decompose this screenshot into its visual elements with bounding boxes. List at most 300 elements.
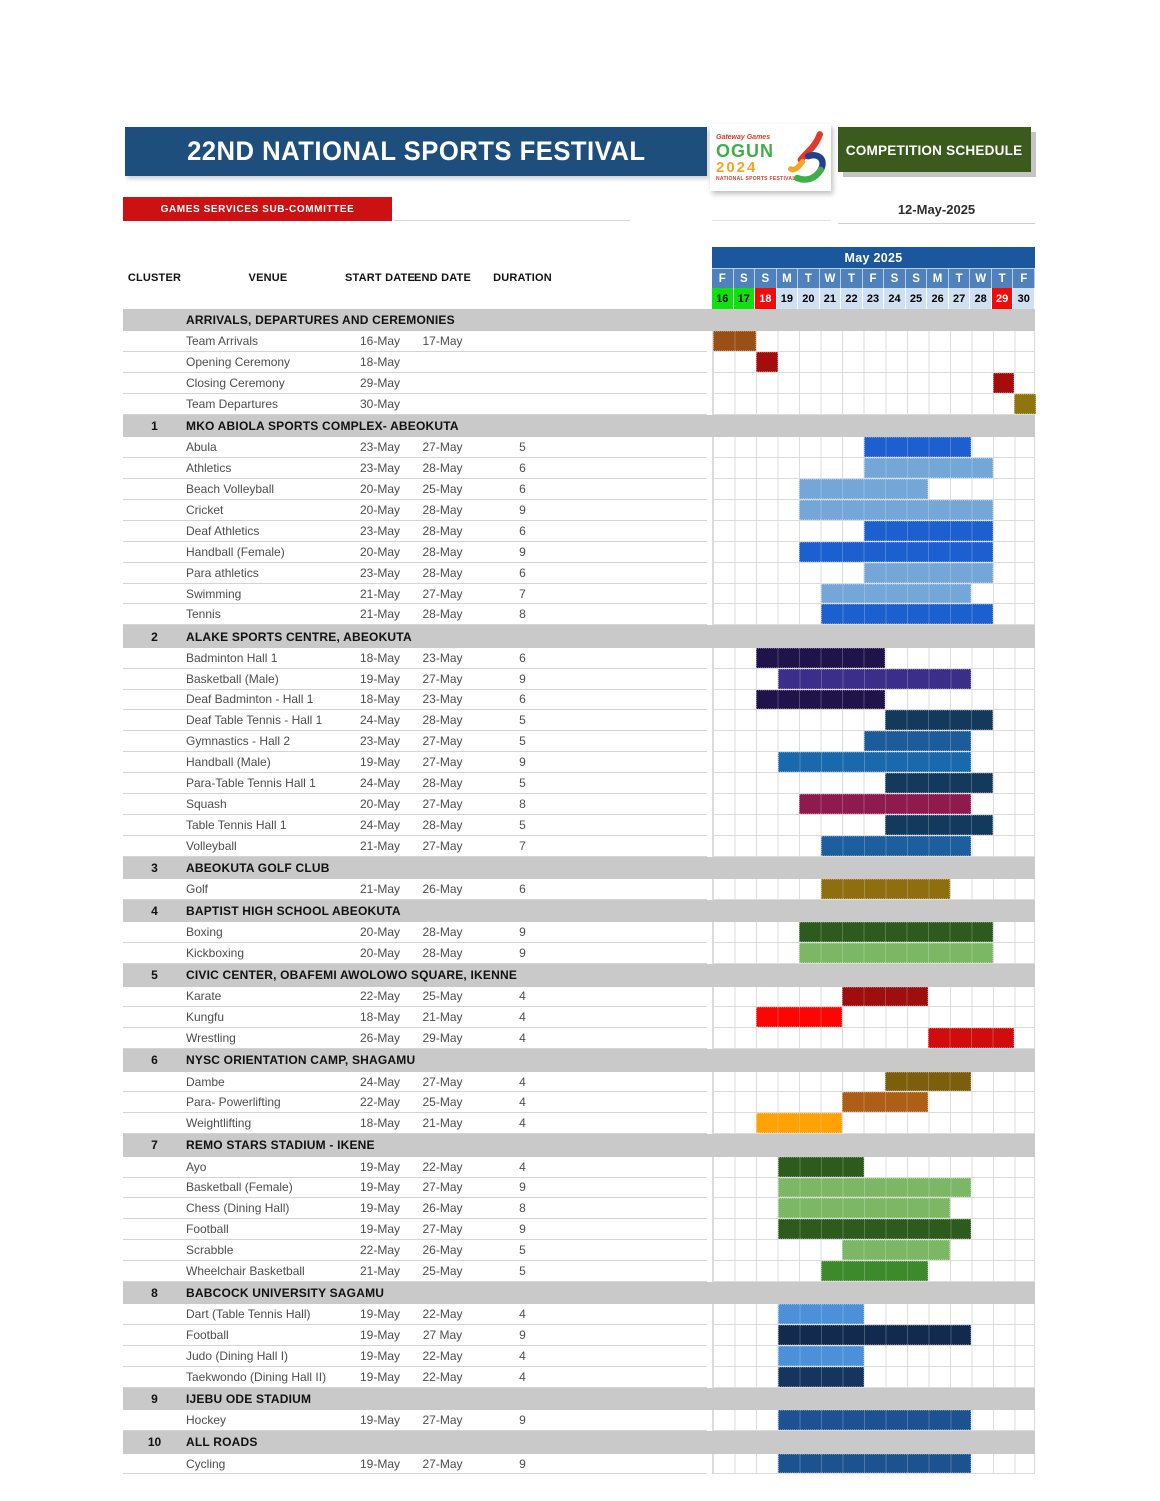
gantt-row xyxy=(712,437,1035,458)
gantt-row xyxy=(712,604,1035,625)
end-date-cell: 28-May xyxy=(422,925,463,940)
date-cell: 26 xyxy=(927,288,949,309)
end-date-cell: 23-May xyxy=(422,692,463,707)
section-title: ABEOKUTA GOLF CLUB xyxy=(186,860,330,875)
day-letter-cell: W xyxy=(820,268,842,288)
gantt-bar xyxy=(1014,394,1036,414)
table-row xyxy=(123,1367,1035,1388)
table-row xyxy=(123,1178,1035,1199)
cluster-number: 5 xyxy=(151,968,158,983)
end-date-cell: 25-May xyxy=(422,989,463,1004)
gantt-bar xyxy=(778,1198,950,1218)
row-left-part xyxy=(123,922,707,943)
table-row xyxy=(123,710,1035,731)
row-left-part xyxy=(123,1007,707,1028)
gantt-bar xyxy=(885,815,993,835)
table-row xyxy=(123,752,1035,773)
duration-cell: 5 xyxy=(519,776,526,791)
start-date-cell: 24-May xyxy=(359,713,400,728)
end-date-cell: 26-May xyxy=(422,1243,463,1258)
duration-cell: 5 xyxy=(519,1243,526,1258)
duration-cell: 4 xyxy=(519,989,526,1004)
gantt-bar xyxy=(799,479,928,499)
row-left-part xyxy=(123,1325,707,1346)
start-date-cell: 19-May xyxy=(359,1307,400,1322)
gantt-bar xyxy=(778,1157,864,1177)
calendar-header xyxy=(712,247,1035,309)
gantt-row xyxy=(712,752,1035,773)
end-date-cell: 28-May xyxy=(422,523,463,538)
duration-cell: 5 xyxy=(519,734,526,749)
gantt-row xyxy=(712,521,1035,542)
venue-cell: Closing Ceremony xyxy=(186,376,285,391)
date-cell: 27 xyxy=(949,288,971,309)
duration-cell: 5 xyxy=(519,713,526,728)
section-header xyxy=(123,1388,1035,1410)
venue-cell: Cycling xyxy=(186,1456,226,1471)
end-date-cell: 27-May xyxy=(422,1456,463,1471)
column-header-start-date: START DATE xyxy=(344,272,416,284)
date-cell: 21 xyxy=(820,288,842,309)
gantt-row xyxy=(712,879,1035,900)
gantt-bar xyxy=(778,1410,972,1430)
table-row xyxy=(123,943,1035,964)
report-date-label: 12-May-2025 xyxy=(897,202,976,217)
duration-cell: 4 xyxy=(519,1116,526,1131)
gantt-row xyxy=(712,500,1035,521)
venue-cell: Golf xyxy=(186,881,209,896)
duration-cell: 9 xyxy=(519,1413,526,1428)
table-row xyxy=(123,394,1035,415)
gantt-row xyxy=(712,1157,1035,1178)
venue-cell: Para- Powerlifting xyxy=(186,1095,281,1110)
duration-cell: 5 xyxy=(519,440,526,455)
column-header-end-date: END DATE xyxy=(413,272,471,284)
end-date-cell: 27-May xyxy=(422,586,463,601)
start-date-cell: 20-May xyxy=(359,925,400,940)
venue-cell: Dart (Table Tennis Hall) xyxy=(186,1307,311,1322)
gantt-row xyxy=(712,943,1035,964)
cluster-number: 3 xyxy=(151,860,158,875)
row-left-part xyxy=(123,1219,707,1240)
duration-cell: 4 xyxy=(519,1307,526,1322)
start-date-cell: 20-May xyxy=(359,544,400,559)
start-date-cell: 26-May xyxy=(359,1031,400,1046)
column-header-venue: VENUE xyxy=(248,272,288,284)
gantt-bar xyxy=(842,1240,950,1260)
section-header xyxy=(123,1049,1035,1071)
table-row xyxy=(123,1219,1035,1240)
gantt-row xyxy=(712,1346,1035,1367)
table-row xyxy=(123,987,1035,1008)
venue-cell: Football xyxy=(186,1222,229,1237)
end-date-cell: 28-May xyxy=(422,565,463,580)
duration-cell: 9 xyxy=(519,1180,526,1195)
logo-mark-icon xyxy=(788,128,828,188)
duration-cell xyxy=(475,352,570,372)
start-date-cell: 22-May xyxy=(359,989,400,1004)
gantt-row xyxy=(712,1410,1035,1431)
venue-cell: Kungfu xyxy=(186,1010,225,1025)
end-date-cell: 28-May xyxy=(422,461,463,476)
page-title: 22ND NATIONAL SPORTS FESTIVAL xyxy=(186,136,646,166)
start-date-cell: 19-May xyxy=(359,1159,400,1174)
duration-cell: 9 xyxy=(519,946,526,961)
end-date-cell: 27-May xyxy=(422,734,463,749)
duration-cell: 4 xyxy=(519,1095,526,1110)
section-title: NYSC ORIENTATION CAMP, SHAGAMU xyxy=(186,1053,416,1068)
date-cell: 19 xyxy=(777,288,799,309)
table-row xyxy=(123,690,1035,711)
gantt-row xyxy=(712,458,1035,479)
duration-cell: 8 xyxy=(519,1201,526,1216)
venue-cell: Handball (Male) xyxy=(186,755,271,770)
row-left-part xyxy=(123,563,707,584)
gantt-bar xyxy=(756,1007,842,1027)
gantt-bar xyxy=(864,731,972,751)
row-left-part xyxy=(123,1198,707,1219)
day-letter-cell: F xyxy=(1013,268,1035,288)
table-row xyxy=(123,1113,1035,1134)
end-date-cell: 25-May xyxy=(422,482,463,497)
end-date-cell: 25-May xyxy=(422,1264,463,1279)
table-row xyxy=(123,794,1035,815)
row-left-part xyxy=(123,521,707,542)
section-title: IJEBU ODE STADIUM xyxy=(186,1392,312,1407)
end-date-cell: 22-May xyxy=(422,1307,463,1322)
gantt-bar xyxy=(885,710,993,730)
end-date-cell: 26-May xyxy=(422,881,463,896)
cluster-number: 10 xyxy=(147,1435,162,1450)
venue-cell: Judo (Dining Hall I) xyxy=(186,1349,289,1364)
gantt-row xyxy=(712,352,1035,373)
gantt-bar xyxy=(778,752,972,772)
divider-line xyxy=(712,220,831,221)
gantt-row xyxy=(712,794,1035,815)
table-row xyxy=(123,773,1035,794)
gantt-bar xyxy=(864,458,993,478)
table-row xyxy=(123,563,1035,584)
duration-cell: 9 xyxy=(519,1456,526,1471)
table-row xyxy=(123,542,1035,563)
start-date-cell: 23-May xyxy=(359,440,400,455)
start-date-cell: 23-May xyxy=(359,523,400,538)
venue-cell: Cricket xyxy=(186,502,224,517)
start-date-cell: 20-May xyxy=(359,796,400,811)
venue-cell: Volleyball xyxy=(186,838,237,853)
section-title: MKO ABIOLA SPORTS COMPLEX- ABEOKUTA xyxy=(186,419,459,434)
duration-cell: 9 xyxy=(519,925,526,940)
logo-ogun-label: OGUN xyxy=(716,140,774,161)
duration-cell: 5 xyxy=(519,817,526,832)
gantt-bar xyxy=(799,542,993,562)
start-date-cell: 19-May xyxy=(359,1180,400,1195)
start-date-cell: 18-May xyxy=(359,355,400,370)
start-date-cell: 16-May xyxy=(359,334,400,349)
row-left-part xyxy=(123,458,707,479)
gantt-row xyxy=(712,1240,1035,1261)
start-date-cell: 19-May xyxy=(359,1413,400,1428)
row-left-part xyxy=(123,752,707,773)
start-date-cell: 20-May xyxy=(359,946,400,961)
section-header xyxy=(123,964,1035,986)
end-date-cell: 28-May xyxy=(422,713,463,728)
duration-cell: 8 xyxy=(519,607,526,622)
gantt-bar xyxy=(778,1178,972,1198)
row-left-part xyxy=(123,879,707,900)
venue-cell: Athletics xyxy=(186,461,232,476)
venue-cell: Chess (Dining Hall) xyxy=(186,1201,290,1216)
gantt-row xyxy=(712,1072,1035,1093)
committee-banner-label: GAMES SERVICES SUB-COMMITTEE xyxy=(160,203,355,215)
row-left-part xyxy=(123,331,707,352)
gantt-row xyxy=(712,731,1035,752)
gantt-row xyxy=(712,710,1035,731)
report-date xyxy=(838,196,1035,224)
venue-cell: Dambe xyxy=(186,1074,225,1089)
table-row xyxy=(123,458,1035,479)
gantt-row xyxy=(712,815,1035,836)
start-date-cell: 24-May xyxy=(359,817,400,832)
gantt-bar xyxy=(864,437,972,457)
duration-cell: 9 xyxy=(519,1328,526,1343)
venue-cell: Wheelchair Basketball xyxy=(186,1264,305,1279)
logo-year-label: 2024 xyxy=(716,158,758,176)
date-cell: 30 xyxy=(1013,288,1035,309)
gantt-bar xyxy=(778,1219,972,1239)
cluster-number: 4 xyxy=(151,904,158,919)
section-header xyxy=(123,415,1035,437)
venue-cell: Gymnastics - Hall 2 xyxy=(186,734,291,749)
gantt-bar xyxy=(713,331,756,351)
row-left-part xyxy=(123,394,707,415)
cluster-number: 7 xyxy=(151,1138,158,1153)
cluster-number: 1 xyxy=(151,419,158,434)
gantt-bar xyxy=(756,1113,842,1133)
table-row xyxy=(123,584,1035,605)
day-letter-cell: T xyxy=(992,268,1014,288)
start-date-cell: 21-May xyxy=(359,607,400,622)
start-date-cell: 21-May xyxy=(359,1264,400,1279)
month-label: May 2025 xyxy=(712,247,1035,268)
gantt-row xyxy=(712,669,1035,690)
duration-cell: 6 xyxy=(519,692,526,707)
date-cell: 23 xyxy=(863,288,885,309)
gantt-row xyxy=(712,836,1035,857)
start-date-cell: 18-May xyxy=(359,692,400,707)
end-date-cell: 28-May xyxy=(422,544,463,559)
row-left-part xyxy=(123,604,707,625)
duration-cell: 9 xyxy=(519,671,526,686)
table-row xyxy=(123,879,1035,900)
gantt-bar xyxy=(864,563,993,583)
cluster-number: 2 xyxy=(151,629,158,644)
gantt-row xyxy=(712,1219,1035,1240)
venue-cell: Table Tennis Hall 1 xyxy=(186,817,287,832)
duration-cell: 4 xyxy=(519,1074,526,1089)
gantt-row xyxy=(712,1304,1035,1325)
start-date-cell: 21-May xyxy=(359,586,400,601)
table-row xyxy=(123,815,1035,836)
duration-cell: 6 xyxy=(519,461,526,476)
table-row xyxy=(123,1157,1035,1178)
gantt-row xyxy=(712,690,1035,711)
festival-logo xyxy=(710,124,831,191)
duration-cell: 9 xyxy=(519,544,526,559)
end-date-cell: 27-May xyxy=(422,1222,463,1237)
duration-cell: 9 xyxy=(519,502,526,517)
venue-cell: Karate xyxy=(186,989,222,1004)
row-left-part xyxy=(123,836,707,857)
row-left-part xyxy=(123,437,707,458)
section-header xyxy=(123,857,1035,879)
gantt-bar xyxy=(778,669,972,689)
duration-cell: 6 xyxy=(519,650,526,665)
end-date-cell: 28-May xyxy=(422,817,463,832)
gantt-bar xyxy=(821,604,993,624)
table-row xyxy=(123,1454,1035,1475)
section-title: BABCOCK UNIVERSITY SAGAMU xyxy=(186,1286,385,1301)
venue-cell: Team Arrivals xyxy=(186,334,259,349)
venue-cell: Football xyxy=(186,1328,229,1343)
gantt-bar xyxy=(756,690,885,710)
gantt-bar xyxy=(778,1304,864,1324)
date-cell: 24 xyxy=(884,288,906,309)
end-date-cell: 27-May xyxy=(422,838,463,853)
gantt-bar xyxy=(799,794,971,814)
start-date-cell: 19-May xyxy=(359,1222,400,1237)
end-date-cell xyxy=(410,394,475,414)
duration-cell: 4 xyxy=(519,1159,526,1174)
gantt-row xyxy=(712,331,1035,352)
venue-cell: Para-Table Tennis Hall 1 xyxy=(186,776,316,791)
venue-cell: Deaf Athletics xyxy=(186,523,260,538)
duration-cell xyxy=(475,331,570,351)
day-letter-cell: F xyxy=(712,268,734,288)
start-date-cell: 23-May xyxy=(359,565,400,580)
start-date-cell: 19-May xyxy=(359,1369,400,1384)
row-left-part xyxy=(123,1028,707,1049)
start-date-cell: 19-May xyxy=(359,671,400,686)
row-left-part xyxy=(123,1240,707,1261)
row-left-part xyxy=(123,648,707,669)
table-row xyxy=(123,604,1035,625)
logo-text xyxy=(716,133,796,182)
table-row xyxy=(123,1092,1035,1113)
gantt-bar xyxy=(842,1092,928,1112)
table-row xyxy=(123,1261,1035,1282)
end-date-cell: 27-May xyxy=(422,440,463,455)
row-left-part xyxy=(123,1346,707,1367)
end-date-cell: 21-May xyxy=(422,1010,463,1025)
logo-gateway-games-label: Gateway Games xyxy=(716,133,771,141)
duration-cell: 6 xyxy=(519,523,526,538)
end-date-cell: 27 May xyxy=(422,1328,463,1343)
date-cell: 29 xyxy=(992,288,1014,309)
venue-cell: Hockey xyxy=(186,1413,227,1428)
start-date-cell: 19-May xyxy=(359,1349,400,1364)
end-date-cell: 27-May xyxy=(422,755,463,770)
row-left-part xyxy=(123,584,707,605)
section-header xyxy=(123,900,1035,922)
row-left-part xyxy=(123,1261,707,1282)
table-row xyxy=(123,500,1035,521)
gantt-row xyxy=(712,1198,1035,1219)
venue-cell: Weightlifting xyxy=(186,1116,252,1131)
duration-cell: 4 xyxy=(519,1369,526,1384)
start-date-cell: 21-May xyxy=(359,838,400,853)
venue-cell: Deaf Badminton - Hall 1 xyxy=(186,692,314,707)
section-header xyxy=(123,309,1035,331)
end-date-cell: 28-May xyxy=(422,946,463,961)
gantt-bar xyxy=(756,648,885,668)
gantt-bar xyxy=(778,1454,972,1474)
section-title: ALAKE SPORTS CENTRE, ABEOKUTA xyxy=(186,629,412,644)
start-date-cell: 19-May xyxy=(359,755,400,770)
venue-cell: Para athletics xyxy=(186,565,259,580)
end-date-cell: 29-May xyxy=(422,1031,463,1046)
column-headers xyxy=(123,247,707,309)
end-date-cell xyxy=(410,373,475,393)
table-row xyxy=(123,479,1035,500)
duration-cell: 9 xyxy=(519,1222,526,1237)
venue-cell: Ayo xyxy=(186,1159,207,1174)
gantt-row xyxy=(712,1261,1035,1282)
row-left-part xyxy=(123,1157,707,1178)
end-date-cell: 28-May xyxy=(422,502,463,517)
end-date-cell: 27-May xyxy=(422,671,463,686)
section-title: ALL ROADS xyxy=(186,1435,258,1450)
gantt-bar xyxy=(799,922,993,942)
end-date-cell: 23-May xyxy=(422,650,463,665)
date-cell: 28 xyxy=(970,288,992,309)
duration-cell: 4 xyxy=(519,1031,526,1046)
row-left-part xyxy=(123,773,707,794)
section-header xyxy=(123,1282,1035,1304)
start-date-cell: 19-May xyxy=(359,1456,400,1471)
gantt-bar xyxy=(799,500,993,520)
venue-cell: Swimming xyxy=(186,586,242,601)
end-date-cell: 27-May xyxy=(422,1074,463,1089)
venue-cell: Taekwondo (Dining Hall II) xyxy=(186,1369,327,1384)
gantt-row xyxy=(712,479,1035,500)
venue-cell: Squash xyxy=(186,796,227,811)
start-date-cell: 24-May xyxy=(359,1074,400,1089)
table-row xyxy=(123,373,1035,394)
cluster-number: 8 xyxy=(151,1286,158,1301)
gantt-bar xyxy=(821,584,972,604)
day-letters-row xyxy=(712,268,1035,288)
venue-cell: Boxing xyxy=(186,925,223,940)
row-left-part xyxy=(123,1410,707,1431)
venue-cell: Team Departures xyxy=(186,397,279,411)
day-letter-cell: W xyxy=(970,268,992,288)
start-date-cell: 23-May xyxy=(359,461,400,476)
gantt-bar xyxy=(821,879,950,899)
start-date-cell: 18-May xyxy=(359,1116,400,1131)
table-row xyxy=(123,521,1035,542)
section-header xyxy=(123,625,1035,647)
duration-cell: 9 xyxy=(519,755,526,770)
day-letter-cell: M xyxy=(777,268,799,288)
gantt-bar xyxy=(842,987,928,1007)
venue-cell: Wrestling xyxy=(186,1031,236,1046)
row-left-part xyxy=(123,794,707,815)
day-letter-cell: S xyxy=(906,268,928,288)
venue-cell: Abula xyxy=(186,440,217,455)
row-left-part xyxy=(123,1304,707,1325)
gantt-bar xyxy=(778,1367,864,1387)
